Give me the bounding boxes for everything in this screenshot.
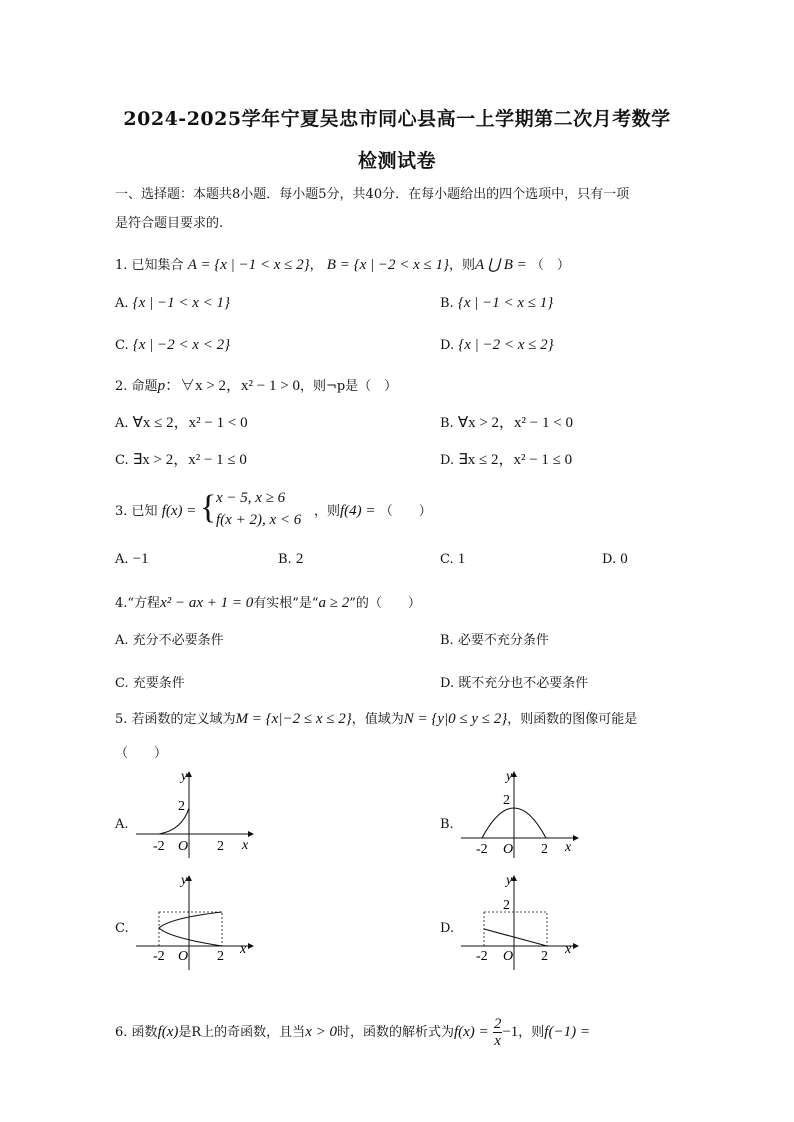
option-text: {x | −2 < x ≤ 2}	[458, 337, 554, 353]
question-3-stem-right	[314, 502, 432, 521]
domain-set-expression: M = {x|−2 ≤ x ≤ 2}	[235, 711, 352, 727]
option-text: {x | −1 < x < 1}	[132, 295, 230, 311]
option-text: 1	[457, 551, 466, 567]
question-number: 5.	[115, 712, 128, 727]
origin-label: O	[503, 842, 514, 857]
question-text: ，则函数的图像可能是	[507, 712, 638, 727]
question-1-option-a[interactable]	[115, 294, 230, 313]
question-2-option-b[interactable]	[440, 414, 573, 433]
question-text: ”的（ ）	[349, 596, 421, 611]
option-label: A.	[115, 552, 129, 567]
question-number: 1.	[115, 258, 128, 273]
option-text: 充要条件	[132, 676, 185, 691]
x-axis-label: x	[242, 838, 249, 853]
tick-label-neg2: -2	[476, 949, 488, 964]
question-1-stem	[115, 256, 570, 275]
option-label: A.	[115, 633, 129, 648]
tick-label-2: 2	[541, 949, 548, 964]
tick-label-neg2: -2	[153, 949, 165, 964]
proposition-symbol: p	[157, 378, 166, 394]
y-axis-label: y	[181, 769, 188, 784]
option-text: {x | −2 < x < 2}	[132, 337, 231, 353]
x-axis-arrow-icon	[248, 831, 254, 837]
option-label: A.	[115, 296, 129, 311]
question-number: 3.	[115, 504, 128, 519]
fraction	[493, 1016, 503, 1049]
question-text: 已知集合	[131, 258, 184, 273]
section-instructions-line1: 一、选择题：本题共8小题．每小题5分，共40分．在每小题给出的四个选项中，只有一项	[115, 187, 630, 202]
origin-label: O	[503, 949, 514, 964]
question-4-option-c[interactable]	[115, 675, 185, 693]
x-axis-label: x	[240, 942, 247, 957]
piecewise-case-1: x − 5, x ≥ 6	[216, 490, 286, 506]
question-6-stem	[115, 1016, 590, 1049]
option-text: {x | −1 < x ≤ 1}	[457, 295, 554, 311]
tick-label-y2: 2	[503, 898, 510, 913]
question-1-option-d[interactable]	[440, 336, 554, 355]
function-expression: f(x) =	[453, 1024, 489, 1040]
question-2-option-a[interactable]	[115, 414, 248, 433]
question-1-option-b[interactable]	[440, 294, 553, 313]
function-curve	[484, 929, 547, 946]
option-label: C.	[115, 676, 129, 691]
question-text: 若函数的定义域为	[131, 712, 236, 727]
option-label: D.	[602, 552, 617, 567]
answer-paren: （ ）	[379, 504, 432, 519]
range-set-expression: N = {y|0 ≤ y ≤ 2}	[403, 711, 508, 727]
question-1-option-c[interactable]	[115, 336, 230, 355]
option-text: 充分不必要条件	[132, 633, 224, 648]
tick-label-2: 2	[217, 949, 224, 964]
option-label: B.	[440, 416, 454, 431]
question-number: 4.	[115, 596, 128, 611]
question-2-option-d[interactable]	[440, 451, 572, 470]
function-value-expression: f(4) =	[340, 503, 376, 519]
question-text: ，值域为	[351, 712, 404, 727]
option-label: D.	[440, 338, 455, 353]
question-text: ，则	[449, 258, 476, 273]
exam-title-line2: 检测试卷	[357, 150, 436, 172]
set-b-expression: B = {x | −2 < x ≤ 1}	[326, 257, 449, 273]
function-expression: f(x) =	[161, 503, 197, 519]
question-4-option-a[interactable]	[115, 632, 224, 650]
y-axis-label: y	[506, 873, 513, 888]
tick-label-y2: 2	[503, 793, 510, 808]
condition-expression: a ≥ 2	[318, 595, 350, 611]
fraction-numerator: 2	[493, 1016, 502, 1032]
option-label: D.	[440, 453, 455, 468]
question-3-option-d[interactable]	[602, 550, 628, 569]
answer-paren: （ ）	[530, 258, 570, 273]
piecewise-case-2: f(x + 2), x < 6	[216, 512, 302, 528]
option-label: B.	[440, 296, 454, 311]
tick-label-neg2: -2	[476, 842, 488, 857]
fraction-denominator: x	[494, 1033, 501, 1049]
function-value-expression: f(−1) =	[544, 1024, 590, 1040]
question-3-option-b[interactable]	[278, 550, 303, 569]
option-text: −1	[132, 551, 149, 567]
question-text: “方程	[127, 596, 161, 611]
question-text: 有实根”是“	[253, 596, 319, 611]
tick-label-y2: 2	[178, 799, 185, 814]
question-3-option-c[interactable]	[440, 550, 465, 569]
question-text: 已知	[131, 504, 158, 519]
option-label: B.	[278, 552, 292, 567]
condition-expression: x > 0	[305, 1024, 337, 1040]
x-axis-arrow-icon	[573, 943, 579, 949]
origin-label: O	[178, 949, 189, 964]
question-3-stem-left	[115, 502, 196, 521]
proposition-expression: ：∀x > 2，x² − 1 > 0	[165, 378, 300, 394]
question-5-stem	[115, 710, 637, 729]
question-text: 时，函数的解析式为	[336, 1025, 454, 1040]
y-axis-label: y	[506, 769, 513, 784]
option-label: C.	[115, 453, 129, 468]
equation-expression: x² − ax + 1 = 0	[160, 595, 254, 611]
question-4-option-b[interactable]	[440, 632, 549, 650]
option-label: C.	[115, 338, 129, 353]
section-instructions-line2: 是符合题目要求的.	[115, 216, 224, 231]
graph-option-b[interactable]	[455, 768, 580, 860]
option-label: B.	[440, 633, 454, 648]
question-number: 6.	[115, 1025, 128, 1040]
question-4-stem	[115, 594, 421, 613]
question-2-stem	[115, 377, 397, 396]
question-text: 命题	[131, 379, 158, 394]
question-5-option-a-label[interactable]: A.	[115, 817, 129, 832]
function-curve	[159, 912, 222, 946]
x-axis-label: x	[565, 942, 572, 957]
question-5-option-b-label[interactable]: B.	[440, 817, 454, 832]
question-3-option-a[interactable]	[115, 550, 149, 569]
set-a-expression: A = {x | −1 < x ≤ 2}	[187, 257, 310, 273]
graph-option-c[interactable]	[130, 872, 255, 972]
origin-label: O	[178, 839, 189, 854]
x-axis-arrow-icon	[573, 835, 579, 841]
question-text: 是R上的奇函数，且当	[178, 1025, 306, 1040]
question-2-option-c[interactable]	[115, 451, 247, 470]
option-label: D.	[440, 676, 455, 691]
question-number: 2.	[115, 379, 128, 394]
option-label: C.	[440, 552, 454, 567]
question-5-option-d-label[interactable]: D.	[440, 921, 455, 936]
x-axis-arrow-icon	[248, 943, 254, 949]
y-axis-label: y	[181, 873, 188, 888]
option-text: ∃x ≤ 2，x² − 1 ≤ 0	[458, 452, 573, 468]
question-5-option-c-label[interactable]: C.	[115, 921, 129, 936]
option-label: A.	[115, 416, 129, 431]
expression-tail: −1	[502, 1024, 519, 1040]
option-text: ∀x ≤ 2，x² − 1 < 0	[132, 415, 248, 431]
question-4-option-d[interactable]	[440, 675, 588, 693]
function-expression: f(x)	[157, 1024, 179, 1040]
option-text: ∀x > 2，x² − 1 < 0	[457, 415, 573, 431]
question-text: ，	[309, 258, 323, 273]
question-text: ，则	[314, 504, 341, 519]
option-text: 0	[620, 551, 628, 567]
tick-label-2: 2	[217, 839, 224, 854]
piecewise-brace: {	[200, 489, 217, 526]
question-text: ，则	[518, 1025, 545, 1040]
option-text: 既不充分也不必要条件	[458, 676, 589, 691]
exam-title-line1: 2024-2025学年宁夏吴忠市同心县高一上学期第二次月考数学	[123, 108, 671, 130]
option-text: 2	[295, 551, 304, 567]
tick-label-neg2: -2	[153, 839, 165, 854]
option-text: ∃x > 2，x² − 1 ≤ 0	[132, 452, 247, 468]
option-text: 必要不充分条件	[457, 633, 549, 648]
answer-paren: （ ）	[115, 746, 168, 761]
graph-option-d[interactable]	[455, 872, 580, 972]
question-text: ，则¬p是（ ）	[299, 379, 398, 394]
x-axis-label: x	[565, 840, 572, 855]
question-text: 函数	[131, 1025, 158, 1040]
union-expression: A ⋃ B =	[475, 257, 527, 273]
tick-label-2: 2	[541, 842, 548, 857]
bounding-dashed-box	[484, 912, 547, 946]
graph-option-a[interactable]	[130, 768, 255, 860]
